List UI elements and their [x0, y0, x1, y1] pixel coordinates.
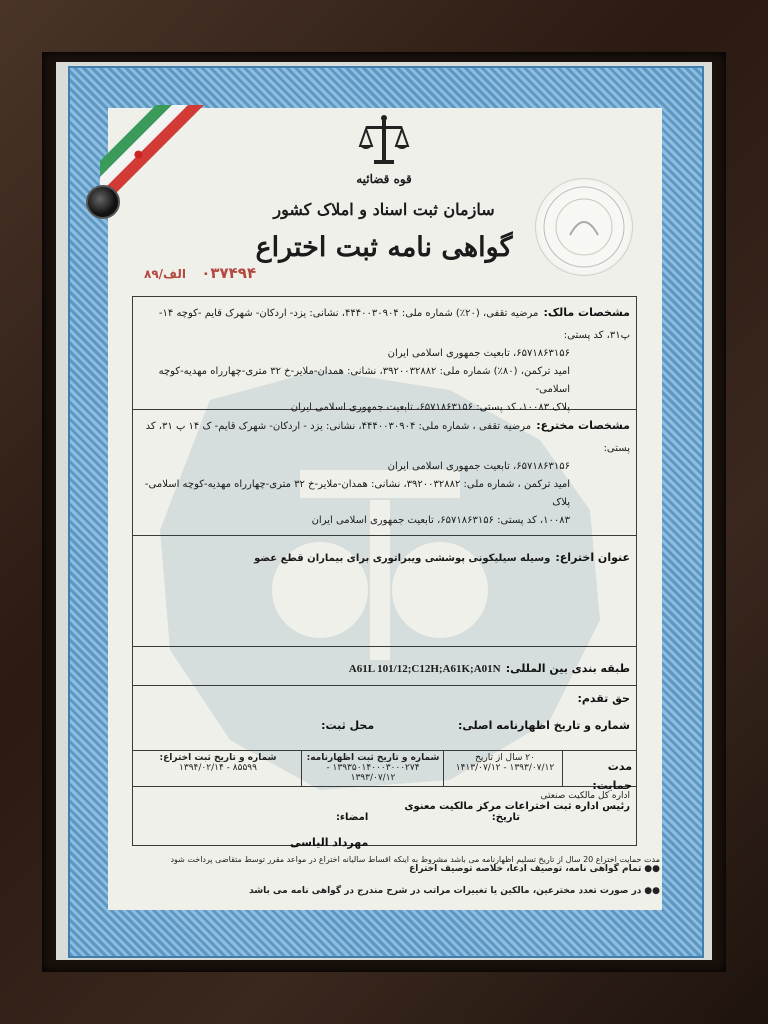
signatory-name: مهرداد الیاسی: [290, 836, 369, 849]
note-3: [140, 886, 660, 896]
signature-date-label: تاریخ:: [491, 812, 520, 823]
owner-line3: امید ترکمن، (۸۰٪) شماره ملی: ۳۹۲۰۰۳۲۸۸۲، نشانی: همدان-ملایر-خ ۳۲ متری-چهارراه مهدیه-کوچه اسلامی-: [158, 366, 570, 395]
iran-flag-ribbon: [100, 105, 260, 265]
invention-title-label: عنوان اختراع:: [555, 551, 630, 564]
validity-duration-cell: [443, 751, 566, 786]
validity-row: [133, 751, 636, 792]
validity-label-cell: [562, 751, 636, 792]
registration-value: ۸۵۵۹۹ - ۱۳۹۴/۰۲/۱۴: [179, 763, 257, 773]
note-1: مدت حمایت اختراع 20 سال از تاریخ تسلیم اظهارنامه می باشد مشروط به اینکه اقساط سالیانه اختراع در مواعد مقرر توسط متقاضی پرداخت شود: [170, 855, 660, 864]
owner-line4: پلاک ۱۰۰۸۳، کد پستی: ۶۵۷۱۸۶۳۱۵۶، تابعیت جمهوری اسلامی ایران: [290, 402, 570, 413]
priority-row: [133, 686, 636, 751]
registration-label: شماره و تاریخ ثبت اختراع:: [159, 753, 277, 763]
inventor-line3: امید ترکمن ، شماره ملی: ۳۹۲۰۰۳۲۸۸۲، نشانی: همدان-ملایر-خ ۳۲ متری-چهارراه مهدیه-کوچه اسلامی-پلاک: [144, 479, 570, 508]
inventor-label: مشخصات مخترع:: [536, 419, 630, 432]
priority-label: حق تقدم:: [577, 692, 630, 705]
serial-number: [144, 264, 256, 282]
inventor-line1: مرضیه تقفی ، شماره ملی: ۴۴۴۰۰۳۰۹۰۴، نشانی: یزد - اردکان- شهرک قایم- ک ۱۴ پ ۳۱، کد پستی:: [145, 421, 630, 454]
note-2-text: تمام گواهی نامه، توصیف ادعا، خلاصه توصیف اختراع: [409, 864, 642, 874]
owner-row: [133, 297, 636, 413]
application-value: ۱۳۹۳۵۰۱۴۰۰۰۳۰۰۰۲۷۴ - ۱۳۹۳/۰۷/۱۲: [326, 763, 420, 783]
application-label: شماره و تاریخ ثبت اظهارنامه:: [306, 753, 440, 763]
signature-sign-label: امضاء:: [335, 812, 369, 823]
classification-value: A61L 101/12;C12H;A61K;A01N: [348, 663, 501, 675]
serial-number-value: ۰۳۷۴۹۴: [201, 264, 257, 282]
judiciary-emblem-icon: [358, 112, 410, 172]
invention-title-value: وسیله سیلیکونی پوششی ویبراتوری برای بیماران قطع عضو: [254, 553, 551, 564]
frame-hanging-hook: [86, 185, 120, 219]
note-2: [140, 864, 660, 874]
priority-origin-label: [139, 719, 630, 732]
certificate-title: گواهی نامه ثبت اختراع: [255, 232, 513, 263]
note-3-text: در صورت تعدد مخترعین، مالکین یا تغییرات مراتب در شرح مندرج در گواهی نامه می باشد: [249, 886, 642, 896]
owner-line1: مرضیه تقفی، (۲۰٪) شماره ملی: ۴۴۴۰۰۳۰۹۰۴، نشانی: یزد- اردکان- شهرک قایم -کوچه ۱۴-پ۳۱، کد پستی:: [158, 308, 630, 341]
application-cell: [301, 751, 444, 786]
embossed-seal: [535, 178, 633, 276]
seal-emblem-icon: [536, 179, 632, 275]
signature-row: [133, 787, 636, 845]
inventor-row: [133, 410, 636, 536]
bullet-icon: ●●: [641, 886, 660, 896]
invention-title-row: [133, 536, 636, 647]
signature-chief: رئیس اداره ثبت اختراعات مرکز مالکیت معنوی: [404, 801, 630, 812]
owner-line2: ۶۵۷۱۸۶۳۱۵۶، تابعیت جمهوری اسلامی ایران: [387, 348, 570, 359]
authority-name: قوه قضائیه: [356, 172, 412, 186]
priority-place-label: محل ثبت:: [321, 719, 375, 732]
certificate-table: [132, 296, 637, 846]
priority-origin-text: شماره و تاریخ اظهارنامه اصلی:: [458, 719, 630, 732]
organization-name: سازمان ثبت اسناد و املاک کشور: [273, 200, 495, 219]
validity-label: مدت حمایت:: [592, 760, 632, 792]
inventor-line4: ۱۰۰۸۳، کد پستی: ۶۵۷۱۸۶۳۱۵۶، تابعیت جمهوری اسلامی ایران: [311, 515, 570, 526]
registration-cell: [134, 751, 302, 775]
inventor-line2: ۶۵۷۱۸۶۳۱۵۶، تابعیت جمهوری اسلامی ایران: [387, 461, 570, 472]
footnotes: [140, 855, 660, 896]
classification-row: [133, 647, 636, 686]
validity-duration: ۲۰ سال از تاریخ: [475, 753, 535, 763]
bullet-icon: ●●: [641, 864, 660, 874]
classification-label: طبقه بندی بین المللی:: [505, 662, 630, 675]
signature-dept: اداره کل مالکیت صنعتی: [540, 791, 630, 801]
owner-label: مشخصات مالک:: [543, 306, 630, 319]
signature-date-sign: [139, 812, 630, 823]
validity-dates: ۱۳۹۳/۰۷/۱۲ - ۱۴۱۳/۰۷/۱۲: [455, 763, 555, 773]
serial-series: الف/۸۹: [144, 267, 186, 281]
